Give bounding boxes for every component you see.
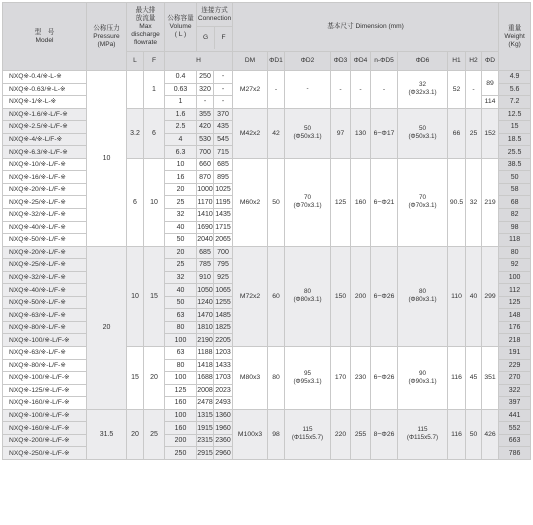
conn-g-cell: 785 <box>197 259 214 272</box>
header-volume: 公称容量 Volume ( L ) <box>165 3 197 52</box>
conn-f-cell: - <box>214 83 233 96</box>
table-row <box>3 158 531 171</box>
d-cell: 219 <box>482 158 499 246</box>
model-cell: NXQ※-50/※-L/F-※ <box>3 296 87 309</box>
d6-cell: 32 (Φ32x3.1) <box>398 71 448 109</box>
table-row <box>3 71 531 84</box>
weight-cell: 118 <box>499 234 531 247</box>
volume-cell: 25 <box>165 196 197 209</box>
n-d5-cell: 6−Φ21 <box>371 158 398 246</box>
weight-cell: 68 <box>499 196 531 209</box>
header-h2: H2 <box>466 52 482 71</box>
volume-cell: 1.6 <box>165 108 197 121</box>
weight-cell: 15 <box>499 121 531 134</box>
conn-g-cell: 1410 <box>197 209 214 222</box>
conn-f-cell: 1255 <box>214 296 233 309</box>
model-cell: NXQ※-80/※-L/F-※ <box>3 359 87 372</box>
d1-cell: 98 <box>268 409 285 459</box>
h1-cell: 110 <box>448 246 466 346</box>
dm-cell: M80x3 <box>233 347 268 410</box>
weight-cell: 58 <box>499 183 531 196</box>
conn-f-cell: - <box>214 71 233 84</box>
model-cell: NXQ※-1/※-L-※ <box>3 96 87 109</box>
header-n-d5: n-ΦD5 <box>371 52 398 71</box>
volume-cell: 100 <box>165 409 197 422</box>
h1-cell: 90.5 <box>448 158 466 246</box>
model-cell: NXQ※-2.5/※-L/F-※ <box>3 121 87 134</box>
conn-f-cell: 715 <box>214 146 233 159</box>
conn-g-cell: 250 <box>197 71 214 84</box>
d3-cell: 97 <box>331 108 351 158</box>
conn-f-cell: 1485 <box>214 309 233 322</box>
weight-cell: 218 <box>499 334 531 347</box>
d6-cell: 50 (Φ50x3.1) <box>398 108 448 158</box>
d-cell: 426 <box>482 409 499 459</box>
table-row <box>3 246 531 259</box>
conn-f-cell: 1203 <box>214 347 233 360</box>
conn-f-cell: 2065 <box>214 234 233 247</box>
pressure-cell: 20 <box>87 246 127 409</box>
d3-cell: 170 <box>331 347 351 410</box>
volume-cell: 32 <box>165 209 197 222</box>
n-d5-cell: 6−Φ26 <box>371 347 398 410</box>
d3-cell: 220 <box>331 409 351 459</box>
conn-g-cell: 1315 <box>197 409 214 422</box>
conn-g-cell: 1050 <box>197 284 214 297</box>
header-d2: ΦD2 <box>285 52 331 71</box>
weight-cell: 112 <box>499 284 531 297</box>
volume-cell: 125 <box>165 384 197 397</box>
h2-cell: 25 <box>466 108 482 158</box>
d-cell: 89 <box>482 71 499 96</box>
dm-cell: M27x2 <box>233 71 268 109</box>
flow-l-cell: 15 <box>127 347 144 410</box>
flow-f-cell: 10 <box>144 158 165 246</box>
d4-cell: 160 <box>351 158 371 246</box>
h2-cell: 40 <box>466 246 482 346</box>
table-row <box>3 347 531 360</box>
weight-cell: 12.5 <box>499 108 531 121</box>
volume-cell: 50 <box>165 296 197 309</box>
volume-cell: 0.4 <box>165 71 197 84</box>
conn-f-cell: 1195 <box>214 196 233 209</box>
weight-cell: 148 <box>499 309 531 322</box>
header-dm: DM <box>233 52 268 71</box>
conn-g-cell: 1188 <box>197 347 214 360</box>
conn-f-cell: 685 <box>214 158 233 171</box>
d6-cell: 80 (Φ80x3.1) <box>398 246 448 346</box>
d2-cell: 115 (Φ115x5.7) <box>285 409 331 459</box>
volume-cell: 2.5 <box>165 121 197 134</box>
d2-cell: - <box>285 71 331 109</box>
h1-cell: 66 <box>448 108 466 158</box>
volume-cell: 100 <box>165 372 197 385</box>
conn-f-cell: 2360 <box>214 434 233 447</box>
weight-cell: 229 <box>499 359 531 372</box>
weight-cell: 270 <box>499 372 531 385</box>
weight-cell: 176 <box>499 321 531 334</box>
h2-cell: 32 <box>466 158 482 246</box>
flow-f-cell: 1 <box>144 71 165 109</box>
d3-cell: 125 <box>331 158 351 246</box>
conn-g-cell: 685 <box>197 246 214 259</box>
conn-f-cell: 1065 <box>214 284 233 297</box>
weight-cell: 552 <box>499 422 531 435</box>
conn-f-cell: 1360 <box>214 409 233 422</box>
conn-f-cell: 700 <box>214 246 233 259</box>
conn-g-cell: 1240 <box>197 296 214 309</box>
flow-f-cell: 20 <box>144 347 165 410</box>
weight-cell: 4.9 <box>499 71 531 84</box>
model-cell: NXQ※-10/※-L/F-※ <box>3 158 87 171</box>
table-row <box>3 108 531 121</box>
model-cell: NXQ※-160/※-L/F-※ <box>3 422 87 435</box>
flow-l-cell <box>127 71 144 109</box>
d4-cell: 255 <box>351 409 371 459</box>
volume-cell: 100 <box>165 334 197 347</box>
model-cell: NXQ※-100/※-L/F-※ <box>3 372 87 385</box>
model-cell: NXQ※-40/※-L/F-※ <box>3 284 87 297</box>
conn-f-cell: 1960 <box>214 422 233 435</box>
weight-cell: 38.5 <box>499 158 531 171</box>
flow-l-cell: 20 <box>127 409 144 459</box>
h2-cell: 45 <box>466 347 482 410</box>
volume-cell: 32 <box>165 271 197 284</box>
header-flowrate: 最大排 放流量 Max discharge flowrate <box>127 3 165 52</box>
pressure-cell: 31.5 <box>87 409 127 459</box>
conn-g-cell: 2008 <box>197 384 214 397</box>
dm-cell: M72x2 <box>233 246 268 346</box>
model-cell: NXQ※-16/※-L/F-※ <box>3 171 87 184</box>
weight-cell: 441 <box>499 409 531 422</box>
conn-f-cell: 1435 <box>214 209 233 222</box>
conn-g-cell: 2040 <box>197 234 214 247</box>
h2-cell: 50 <box>466 409 482 459</box>
conn-f-cell: - <box>214 96 233 109</box>
volume-cell: 63 <box>165 347 197 360</box>
dm-cell: M42x2 <box>233 108 268 158</box>
volume-cell: 50 <box>165 234 197 247</box>
n-d5-cell: 6−Φ17 <box>371 108 398 158</box>
conn-g-cell: 420 <box>197 121 214 134</box>
volume-cell: 40 <box>165 221 197 234</box>
header-d4: ΦD4 <box>351 52 371 71</box>
d6-cell: 115 (Φ115x5.7) <box>398 409 448 459</box>
volume-cell: 1 <box>165 96 197 109</box>
model-cell: NXQ※-4/※-L/F-※ <box>3 133 87 146</box>
table-row <box>3 409 531 422</box>
weight-cell: 5.6 <box>499 83 531 96</box>
weight-cell: 322 <box>499 384 531 397</box>
weight-cell: 663 <box>499 434 531 447</box>
d4-cell: 130 <box>351 108 371 158</box>
volume-cell: 20 <box>165 246 197 259</box>
conn-g-cell: 910 <box>197 271 214 284</box>
weight-cell: 7.2 <box>499 96 531 109</box>
weight-cell: 92 <box>499 259 531 272</box>
conn-g-cell: 530 <box>197 133 214 146</box>
pressure-cell: 10 <box>87 71 127 247</box>
dm-cell: M100x3 <box>233 409 268 459</box>
n-d5-cell: - <box>371 71 398 109</box>
model-cell: NXQ※-200/※-L/F-※ <box>3 434 87 447</box>
volume-cell: 63 <box>165 309 197 322</box>
table-body <box>3 71 531 460</box>
conn-g-cell: 355 <box>197 108 214 121</box>
model-cell: NXQ※-32/※-L/F-※ <box>3 209 87 222</box>
d3-cell: - <box>331 71 351 109</box>
header-g: G <box>197 27 215 49</box>
d4-cell: - <box>351 71 371 109</box>
model-cell: NXQ※-25/※-L/F-※ <box>3 259 87 272</box>
model-cell: NXQ※-40/※-L/F-※ <box>3 221 87 234</box>
weight-cell: 100 <box>499 271 531 284</box>
conn-g-cell: 1170 <box>197 196 214 209</box>
volume-cell: 160 <box>165 397 197 410</box>
volume-cell: 10 <box>165 158 197 171</box>
d1-cell: - <box>268 71 285 109</box>
conn-f-cell: 435 <box>214 121 233 134</box>
conn-f-cell: 2960 <box>214 447 233 460</box>
header-h1: H1 <box>448 52 466 71</box>
flow-l-cell: 3.2 <box>127 108 144 158</box>
volume-cell: 20 <box>165 183 197 196</box>
d1-cell: 80 <box>268 347 285 410</box>
d2-cell: 95 (Φ95x3.1) <box>285 347 331 410</box>
volume-cell: 16 <box>165 171 197 184</box>
weight-cell: 80 <box>499 246 531 259</box>
d4-cell: 230 <box>351 347 371 410</box>
conn-g-cell: 2315 <box>197 434 214 447</box>
model-cell: NXQ※-160/※-L/F-※ <box>3 397 87 410</box>
header-l: L <box>127 52 144 71</box>
conn-f-cell: 1715 <box>214 221 233 234</box>
model-cell: NXQ※-50/※-L/F-※ <box>3 234 87 247</box>
weight-cell: 98 <box>499 221 531 234</box>
d2-cell: 50 (Φ50x3.1) <box>285 108 331 158</box>
weight-cell: 786 <box>499 447 531 460</box>
header-model: 型 号 Model <box>3 3 87 71</box>
n-d5-cell: 6−Φ26 <box>371 246 398 346</box>
d-cell: 114 <box>482 96 499 109</box>
header-connection: 连接方式 Connection G F <box>197 3 233 52</box>
model-cell: NXQ※-80/※-L/F-※ <box>3 321 87 334</box>
model-cell: NXQ※-0.63/※-L-※ <box>3 83 87 96</box>
weight-cell: 82 <box>499 209 531 222</box>
d1-cell: 60 <box>268 246 285 346</box>
conn-g-cell: 870 <box>197 171 214 184</box>
flow-f-cell: 6 <box>144 108 165 158</box>
conn-f-cell: 925 <box>214 271 233 284</box>
d6-cell: 70 (Φ70x3.1) <box>398 158 448 246</box>
model-cell: NXQ※-32/※-L/F-※ <box>3 271 87 284</box>
conn-g-cell: 1000 <box>197 183 214 196</box>
conn-f-cell: 2493 <box>214 397 233 410</box>
h1-cell: 116 <box>448 347 466 410</box>
volume-cell: 6.3 <box>165 146 197 159</box>
d3-cell: 150 <box>331 246 351 346</box>
volume-cell: 80 <box>165 359 197 372</box>
header-d6: ΦD6 <box>398 52 448 71</box>
model-cell: NXQ※-250/※-L/F-※ <box>3 447 87 460</box>
conn-f-cell: 2205 <box>214 334 233 347</box>
conn-f-cell: 2023 <box>214 384 233 397</box>
conn-f-cell: 1025 <box>214 183 233 196</box>
conn-g-cell: 2190 <box>197 334 214 347</box>
model-cell: NXQ※-1.6/※-L/F-※ <box>3 108 87 121</box>
model-cell: NXQ※-20/※-L/F-※ <box>3 246 87 259</box>
conn-g-cell: 1470 <box>197 309 214 322</box>
conn-f-cell: 1433 <box>214 359 233 372</box>
header-h: H <box>165 52 233 71</box>
conn-g-cell: 2915 <box>197 447 214 460</box>
volume-cell: 200 <box>165 434 197 447</box>
d-cell: 299 <box>482 246 499 346</box>
weight-cell: 25.5 <box>499 146 531 159</box>
conn-g-cell: 1810 <box>197 321 214 334</box>
model-cell: NXQ※-6.3/※-L/F-※ <box>3 146 87 159</box>
conn-f-cell: 1825 <box>214 321 233 334</box>
conn-g-cell: 1915 <box>197 422 214 435</box>
header-d3: ΦD3 <box>331 52 351 71</box>
conn-g-cell: 1690 <box>197 221 214 234</box>
header-dimension: 基本尺寸 Dimension (mm) <box>233 3 499 52</box>
model-cell: NXQ※-0.4/※-L-※ <box>3 71 87 84</box>
volume-cell: 4 <box>165 133 197 146</box>
conn-g-cell: - <box>197 96 214 109</box>
header-d: ΦD <box>482 52 499 71</box>
conn-f-cell: 795 <box>214 259 233 272</box>
d-cell: 152 <box>482 108 499 158</box>
weight-cell: 125 <box>499 296 531 309</box>
model-cell: NXQ※-25/※-L/F-※ <box>3 196 87 209</box>
header-d1: ΦD1 <box>268 52 285 71</box>
header-conn-f: F <box>221 34 226 41</box>
flow-f-cell: 15 <box>144 246 165 346</box>
conn-f-cell: 370 <box>214 108 233 121</box>
flow-l-cell: 6 <box>127 158 144 246</box>
weight-cell: 50 <box>499 171 531 184</box>
header-pressure: 公称压力 Pressure (MPa) <box>87 3 127 71</box>
model-cell: NXQ※-63/※-L/F-※ <box>3 347 87 360</box>
d6-cell: 90 (Φ90x3.1) <box>398 347 448 410</box>
conn-f-cell: 895 <box>214 171 233 184</box>
header-f: F <box>144 52 165 71</box>
d2-cell: 70 (Φ70x3.1) <box>285 158 331 246</box>
n-d5-cell: 8−Φ26 <box>371 409 398 459</box>
h1-cell: 52 <box>448 71 466 109</box>
model-cell: NXQ※-100/※-L/F-※ <box>3 334 87 347</box>
flow-f-cell: 25 <box>144 409 165 459</box>
spec-table <box>2 2 531 460</box>
conn-g-cell: 2478 <box>197 397 214 410</box>
weight-cell: 191 <box>499 347 531 360</box>
header-weight: 重量 Weight (Kg) <box>499 3 531 71</box>
conn-g-cell: 700 <box>197 146 214 159</box>
h2-cell: - <box>466 71 482 109</box>
volume-cell: 40 <box>165 284 197 297</box>
volume-cell: 250 <box>165 447 197 460</box>
conn-g-cell: 320 <box>197 83 214 96</box>
conn-f-cell: 1703 <box>214 372 233 385</box>
model-cell: NXQ※-125/※-L/F-※ <box>3 384 87 397</box>
conn-f-cell: 545 <box>214 133 233 146</box>
d4-cell: 200 <box>351 246 371 346</box>
dm-cell: M60x2 <box>233 158 268 246</box>
volume-cell: 160 <box>165 422 197 435</box>
d1-cell: 50 <box>268 158 285 246</box>
d2-cell: 80 (Φ80x3.1) <box>285 246 331 346</box>
conn-g-cell: 660 <box>197 158 214 171</box>
weight-cell: 397 <box>499 397 531 410</box>
d-cell: 351 <box>482 347 499 410</box>
d1-cell: 42 <box>268 108 285 158</box>
volume-cell: 80 <box>165 321 197 334</box>
h1-cell: 116 <box>448 409 466 459</box>
conn-g-cell: 1418 <box>197 359 214 372</box>
conn-g-cell: 1688 <box>197 372 214 385</box>
weight-cell: 18.5 <box>499 133 531 146</box>
model-cell: NXQ※-63/※-L/F-※ <box>3 309 87 322</box>
model-cell: NXQ※-20/※-L/F-※ <box>3 183 87 196</box>
flow-l-cell: 10 <box>127 246 144 346</box>
volume-cell: 0.63 <box>165 83 197 96</box>
volume-cell: 25 <box>165 259 197 272</box>
model-cell: NXQ※-100/※-L/F-※ <box>3 409 87 422</box>
